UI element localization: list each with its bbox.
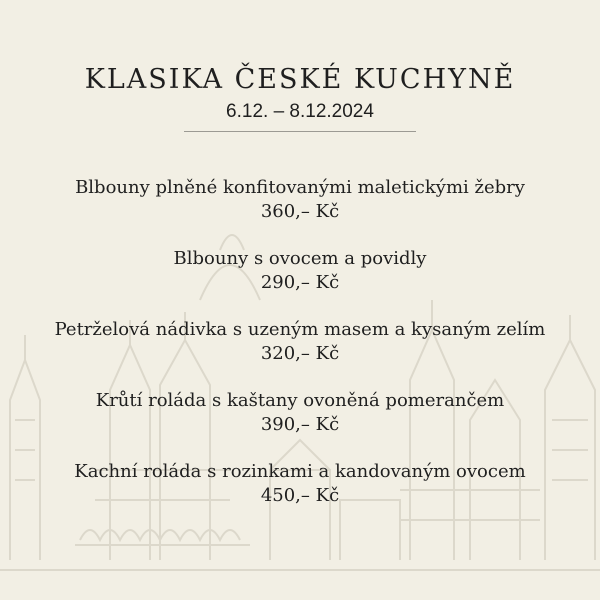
menu-item-name: Krůtí roláda s kaštany ovoněná pomerančem	[95, 390, 505, 411]
menu-item-name: Kachní roláda s rozinkami a kandovaným ovocem	[74, 461, 526, 482]
menu-item	[20, 460, 580, 508]
menu-item-name: Blbouny plněné konfitovanými maletickými žebry	[75, 177, 525, 198]
menu-item-price: 360,– Kč	[260, 201, 340, 222]
menu-item	[20, 389, 580, 437]
menu-item	[20, 318, 580, 366]
menu-item-price: 450,– Kč	[260, 485, 340, 506]
menu-item-price: 390,– Kč	[260, 414, 340, 435]
menu-item	[20, 176, 580, 224]
title-divider	[184, 131, 416, 132]
menu-item-price: 320,– Kč	[260, 343, 340, 364]
menu-item-price: 290,– Kč	[260, 272, 340, 293]
menu-item-name: Blbouny s ovocem a povidly	[173, 248, 427, 269]
menu-item	[20, 247, 580, 295]
menu-title: KLASIKA ČESKÉ KUCHYNĚ	[84, 64, 516, 95]
menu-item-name: Petrželová nádivka s uzeným masem a kysaným zelím	[54, 319, 546, 340]
menu-dates: 6.12. – 8.12.2024	[226, 101, 374, 122]
menu-list	[0, 176, 600, 508]
